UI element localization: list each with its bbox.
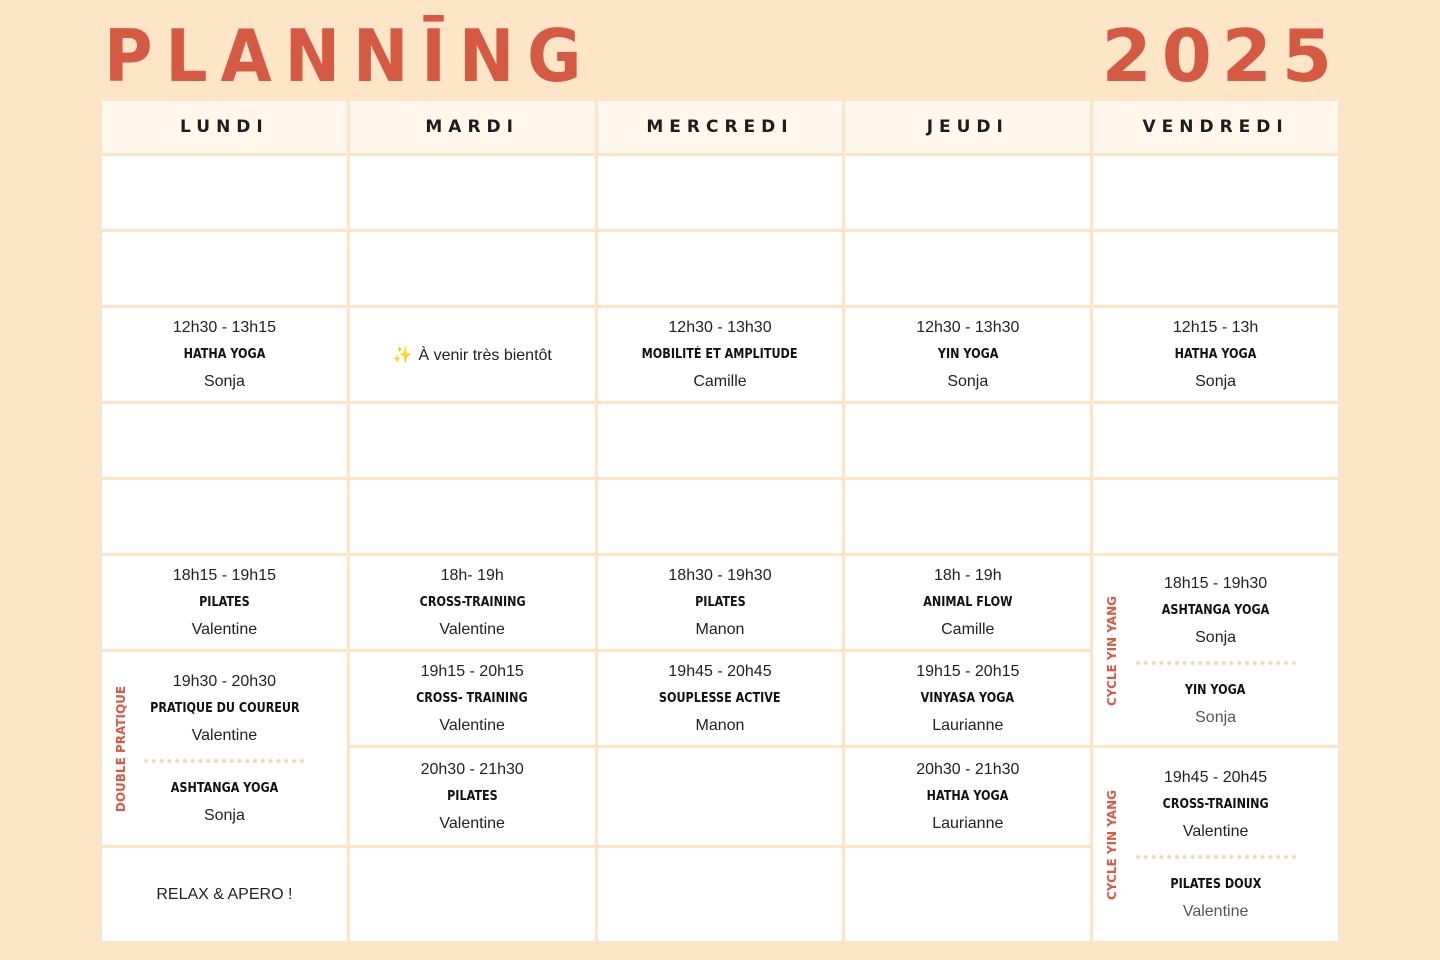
- empty-cell: [845, 480, 1090, 553]
- cycle-label: CYCLE YIN YANG: [1105, 595, 1120, 706]
- slot-vendredi-1945-double: [1093, 748, 1338, 941]
- slot-lundi-relax: [102, 848, 347, 941]
- slot-jeudi-midday: [845, 308, 1090, 401]
- slot-class: PILATES DOUX: [1170, 877, 1262, 892]
- day-header-vendredi: VENDREDI: [1093, 101, 1338, 153]
- slot-class: PILATES: [694, 595, 746, 610]
- slot-teacher: Valentine: [439, 621, 505, 638]
- day-header-mardi: MARDI: [350, 101, 595, 153]
- slot-teacher: Sonja: [947, 373, 989, 390]
- slot-time: 20h30 - 21h30: [916, 761, 1020, 778]
- sparkles-icon: ✨: [392, 346, 413, 364]
- slot-lundi-midday: [102, 308, 347, 401]
- empty-cell: [350, 480, 595, 553]
- slot-mardi-18: [350, 556, 595, 649]
- empty-cell: [598, 748, 843, 845]
- slot-teacher: Manon: [695, 621, 745, 638]
- slot-teacher: Valentine: [439, 815, 505, 832]
- slot-teacher: Valentine: [1182, 903, 1249, 920]
- day-header-jeudi: JEUDI: [845, 101, 1090, 153]
- page-title: PLANNĪNG: [104, 14, 595, 98]
- empty-cell: [102, 156, 347, 229]
- slot-time: 12h30 - 13h15: [172, 319, 276, 336]
- day-header-lundi: LUNDI: [102, 101, 347, 153]
- slot-mercredi-1830: [598, 556, 843, 649]
- slot-time: 18h15 - 19h30: [1163, 575, 1268, 592]
- empty-cell: [102, 232, 347, 305]
- slot-class: CROSS-TRAINING: [419, 595, 526, 610]
- double-label: DOUBLE PRATIQUE: [114, 685, 129, 812]
- slot-class: VINYASA YOGA: [921, 691, 1015, 706]
- slot-mardi-2030: [350, 748, 595, 845]
- slot-time: 12h15 - 13h: [1172, 319, 1259, 336]
- year-label: 2025: [1101, 14, 1342, 98]
- slot-teacher: Manon: [695, 717, 745, 734]
- relax-text: RELAX & APERO !: [156, 885, 293, 903]
- slot-mercredi-1945: [598, 652, 843, 745]
- empty-cell: [845, 848, 1090, 941]
- slot-teacher: Valentine: [1182, 823, 1249, 840]
- coming-soon-text: À venir très bientôt: [418, 346, 552, 364]
- slot-teacher: Laurianne: [932, 717, 1004, 734]
- dotted-divider: [1136, 855, 1296, 859]
- slot-vendredi-midday: [1093, 308, 1338, 401]
- cycle-label: CYCLE YIN YANG: [1105, 789, 1120, 900]
- empty-cell: [845, 232, 1090, 305]
- empty-cell: [845, 404, 1090, 477]
- slot-class: YIN YOGA: [1185, 683, 1246, 698]
- empty-cell: [598, 156, 843, 229]
- slot-class: MOBILITÉ ET AMPLITUDE: [642, 347, 798, 362]
- empty-cell: [350, 156, 595, 229]
- empty-cell: [1093, 232, 1338, 305]
- empty-cell: [1093, 404, 1338, 477]
- slot-jeudi-18: [845, 556, 1090, 649]
- slot-time: 19h30 - 20h30: [172, 673, 276, 690]
- empty-cell: [102, 404, 347, 477]
- slot-time: 19h15 - 20h15: [420, 663, 524, 680]
- slot-time: 18h- 19h: [440, 567, 504, 584]
- slot-lundi-1930-double: [102, 652, 347, 845]
- empty-cell: [598, 232, 843, 305]
- slot-teacher: Valentine: [191, 621, 258, 638]
- empty-cell: [350, 404, 595, 477]
- slot-class: ANIMAL FLOW: [923, 595, 1013, 610]
- slot-teacher: Camille: [693, 373, 747, 390]
- empty-cell: [598, 480, 843, 553]
- slot-class: PILATES: [446, 789, 498, 804]
- slot-mardi-1915: [350, 652, 595, 745]
- slot-time: 19h45 - 20h45: [668, 663, 772, 680]
- slot-class: ASHTANGA YOGA: [1161, 603, 1270, 618]
- slot-teacher: Sonja: [203, 373, 245, 390]
- slot-mardi-midday: [350, 308, 595, 401]
- slot-class: CROSS-TRAINING: [1162, 797, 1269, 812]
- slot-class: PILATES: [199, 595, 250, 610]
- slot-class: PRATIQUE DU COUREUR: [149, 701, 300, 716]
- slot-teacher: Laurianne: [932, 815, 1004, 832]
- slot-teacher: Valentine: [439, 717, 505, 734]
- empty-cell: [1093, 480, 1338, 553]
- slot-teacher: Sonja: [203, 807, 245, 824]
- schedule-grid: [102, 101, 1338, 938]
- slot-teacher: Sonja: [1195, 709, 1237, 726]
- slot-time: 18h30 - 19h30: [668, 567, 772, 584]
- slot-time: 12h30 - 13h30: [916, 319, 1020, 336]
- slot-time: 12h30 - 13h30: [668, 319, 772, 336]
- slot-vendredi-1815-double: [1093, 556, 1338, 745]
- slot-time: 19h15 - 20h15: [916, 663, 1020, 680]
- slot-time: 18h15 - 19h15: [172, 567, 276, 584]
- empty-cell: [598, 848, 843, 941]
- empty-cell: [102, 480, 347, 553]
- slot-jeudi-2030: [845, 748, 1090, 845]
- empty-cell: [350, 232, 595, 305]
- slot-class: ASHTANGA YOGA: [170, 781, 279, 796]
- day-header-mercredi: MERCREDI: [598, 101, 843, 153]
- dotted-divider: [1136, 661, 1296, 665]
- slot-teacher: Sonja: [1195, 629, 1237, 646]
- empty-cell: [845, 156, 1090, 229]
- slot-jeudi-1915: [845, 652, 1090, 745]
- slot-teacher: Sonja: [1195, 373, 1237, 390]
- empty-cell: [1093, 156, 1338, 229]
- slot-time: 18h - 19h: [933, 567, 1002, 584]
- dotted-divider: [144, 759, 304, 763]
- slot-lundi-1815: [102, 556, 347, 649]
- slot-teacher: Camille: [941, 621, 995, 638]
- slot-class: CROSS- TRAINING: [416, 691, 528, 706]
- slot-class: YIN YOGA: [937, 347, 999, 362]
- slot-time: 20h30 - 21h30: [420, 761, 524, 778]
- slot-class: HATHA YOGA: [1174, 347, 1257, 362]
- slot-mercredi-midday: [598, 308, 843, 401]
- slot-class: HATHA YOGA: [926, 789, 1009, 804]
- slot-time: 19h45 - 20h45: [1163, 769, 1268, 786]
- empty-cell: [598, 404, 843, 477]
- empty-cell: [350, 848, 595, 941]
- slot-teacher: Valentine: [191, 727, 258, 744]
- slot-class: HATHA YOGA: [183, 347, 266, 362]
- slot-class: SOUPLESSE ACTIVE: [659, 691, 781, 706]
